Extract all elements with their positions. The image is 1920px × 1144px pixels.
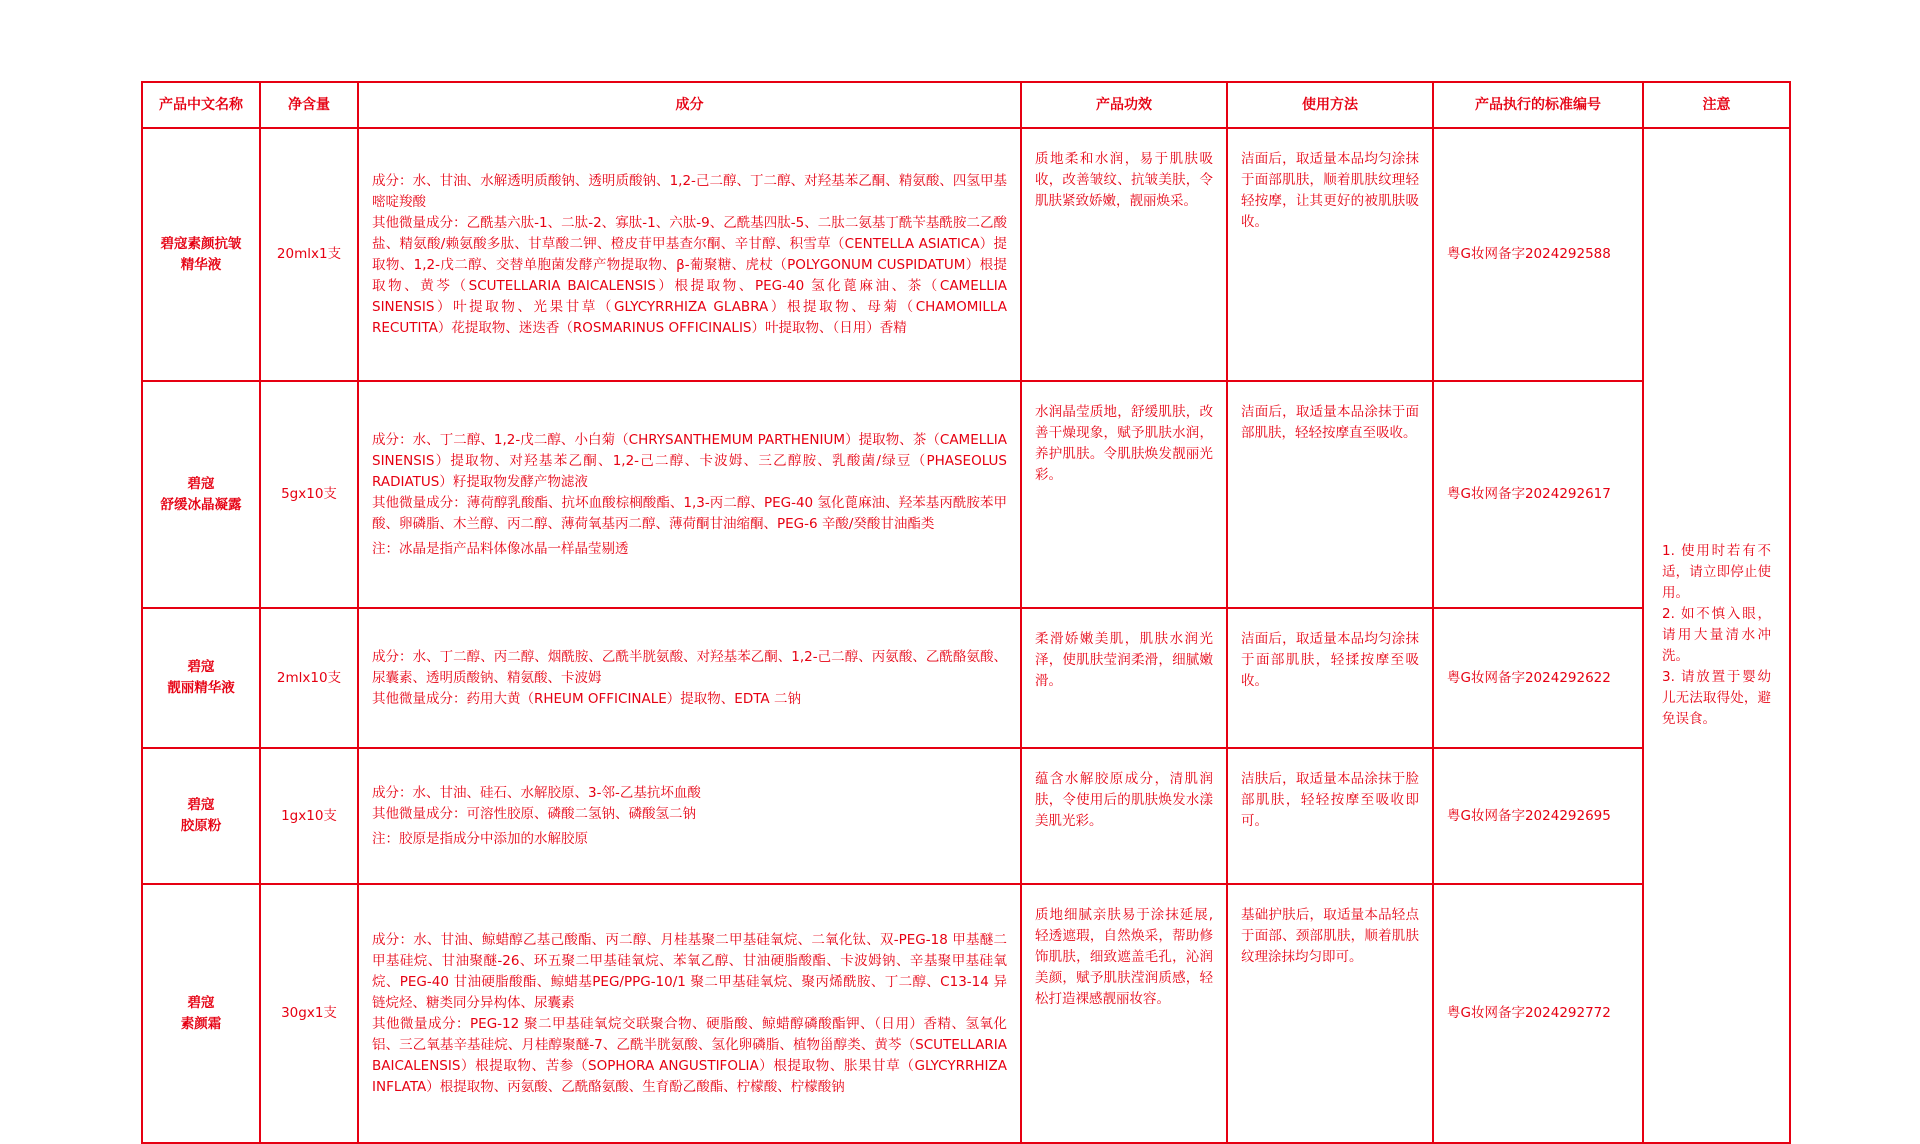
header-ingredients: 成分	[358, 82, 1021, 128]
function-cell: 蕴含水解胶原成分，清肌润肤，令使用后的肌肤焕发水漾美肌光彩。	[1021, 748, 1227, 884]
product-name-line: 胶原粉	[180, 818, 222, 834]
ingredients-cell	[358, 608, 1021, 748]
header-function: 产品功效	[1021, 82, 1227, 128]
net-content-cell: 5gx10支	[260, 381, 358, 608]
main-ingredients: 成分：水、甘油、鲸蜡醇乙基己酸酯、丙二醇、月桂基聚二甲基硅氧烷、二氧化钛、双-PEG-18 甲基醚二甲基硅烷、甘油聚醚-26、环五聚二甲基硅氧烷、苯氧乙醇、甘油硬脂酸酯、卡波姆钠、辛基聚甲基硅氧烷、PEG-40 甘油硬脂酸酯、鲸蜡基PEG/PPG-10/1 聚二甲基硅氧烷、聚丙烯酰胺、丁二醇、C13-14 异链烷烃、糖类同分异构体、尿囊素	[372, 931, 1007, 1011]
note-item: 2. 如不慎入眼，请用大量清水冲洗。	[1662, 606, 1771, 664]
net-content-cell: 30gx1支	[260, 884, 358, 1143]
standard-cell: 粤G妆网备字2024292617	[1433, 381, 1643, 608]
product-name-line: 碧寇	[187, 659, 215, 675]
ingredient-note: 注：冰晶是指产品料体像冰晶一样晶莹剔透	[372, 540, 629, 557]
net-content-cell: 1gx10支	[260, 748, 358, 884]
product-name-cell	[142, 381, 260, 608]
product-name-cell	[142, 748, 260, 884]
function-cell: 柔滑娇嫩美肌，肌肤水润光泽，使肌肤莹润柔滑，细腻嫩滑。	[1021, 608, 1227, 748]
ingredients-cell	[358, 884, 1021, 1143]
standard-cell: 粤G妆网备字2024292695	[1433, 748, 1643, 884]
ingredients-cell	[358, 748, 1021, 884]
standard-cell: 粤G妆网备字2024292622	[1433, 608, 1643, 748]
trace-ingredients: 其他微量成分：药用大黄（RHEUM OFFICINALE）提取物、EDTA 二钠	[372, 690, 801, 707]
product-name-line: 靓丽精华液	[167, 680, 235, 696]
table-row	[142, 608, 1790, 748]
function-cell: 质地柔和水润，易于肌肤吸收，改善皱纹、抗皱美肤，令肌肤紧致娇嫩，靓丽焕采。	[1021, 128, 1227, 381]
trace-ingredients: 其他微量成分：PEG-12 聚二甲基硅氧烷交联聚合物、硬脂酸、鲸蜡醇磷酸酯钾、（日用）香精、氢氧化铝、三乙氧基辛基硅烷、月桂醇聚醚-7、乙酰半胱氨酸、氢化卵磷脂、植物甾醇类、黄芩（SCUTELLARIA BAICALENSIS）根提取物、苦参（SOPHORA ANGUSTIFOLIA）根提取物、胀果甘草（GLYCYRRHIZA INFLATA）根提取物、丙氨酸、乙酰酪氨酸、生育酚乙酸酯、柠檬酸、柠檬酸钠	[372, 1015, 1007, 1095]
net-content-cell: 20mlx1支	[260, 128, 358, 381]
header-net-content: 净含量	[260, 82, 358, 128]
usage-cell: 洁肤后，取适量本品涂抹于脸部肌肤，轻轻按摩至吸收即可。	[1227, 748, 1433, 884]
usage-cell: 洁面后，取适量本品均匀涂抹于面部肌肤，顺着肌肤纹理轻轻按摩，让其更好的被肌肤吸收。	[1227, 128, 1433, 381]
standard-cell: 粤G妆网备字2024292772	[1433, 884, 1643, 1143]
header-standard: 产品执行的标准编号	[1433, 82, 1643, 128]
function-cell: 质地细腻亲肤易于涂抹延展,轻透遮瑕，自然焕采，帮助修饰肌肤，细致遮盖毛孔，沁润美颜，赋予肌肤滢润质感，轻松打造裸感靓丽妆容。	[1021, 884, 1227, 1143]
usage-cell: 洁面后，取适量本品涂抹于面部肌肤，轻轻按摩直至吸收。	[1227, 381, 1433, 608]
product-name-line: 碧寇	[187, 797, 215, 813]
trace-ingredients: 其他微量成分：可溶性胶原、磷酸二氢钠、磷酸氢二钠	[372, 805, 696, 822]
main-ingredients: 成分：水、甘油、硅石、水解胶原、3-邻-乙基抗坏血酸	[372, 784, 701, 801]
header-notes: 注意	[1643, 82, 1790, 128]
product-name-line: 碧寇素颜抗皱	[160, 235, 242, 252]
note-item: 1. 使用时若有不适，请立即停止使用。	[1662, 543, 1771, 601]
usage-cell: 基础护肤后，取适量本品轻点于面部、颈部肌肤，顺着肌肤纹理涂抹均匀即可。	[1227, 884, 1433, 1143]
trace-ingredients: 其他微量成分：薄荷醇乳酸酯、抗坏血酸棕榈酸酯、1,3-丙二醇、PEG-40 氢化蓖麻油、羟苯基丙酰胺苯甲酸、卵磷脂、木兰醇、丙二醇、薄荷氧基丙二醇、薄荷酮甘油缩酮、PEG-6 辛酸/癸酸甘油酯类	[372, 494, 1007, 532]
ingredient-note: 注：胶原是指成分中添加的水解胶原	[372, 830, 588, 847]
header-product-name: 产品中文名称	[142, 82, 260, 128]
table-row	[142, 884, 1790, 1143]
product-info-table	[141, 81, 1791, 1144]
trace-ingredients: 其他微量成分：乙酰基六肽-1、二肽-2、寡肽-1、六肽-9、乙酰基四肽-5、二肽二氨基丁酰苄基酰胺二乙酸盐、精氨酸/赖氨酸多肽、甘草酸二钾、橙皮苷甲基查尔酮、辛甘醇、积雪草（CENTELLA ASIATICA）提取物、1,2-戊二醇、交替单胞菌发酵产物提取物、β-葡聚糖、虎杖（POLYGONUM CUSPIDATUM）根提取物、黄芩（SCUTELLARIA BAICALENSIS）根提取物、PEG-40 氢化蓖麻油、茶（CAMELLIA SINENSIS）叶提取物、光果甘草（GLYCYRRHIZA GLABRA）根提取物、母菊（CHAMOMILLA RECUTITA）花提取物、迷迭香（ROSMARINUS OFFICINALIS）叶提取物、（日用）香精	[372, 214, 1007, 336]
product-name-line: 碧寇	[187, 994, 215, 1011]
main-ingredients: 成分：水、丁二醇、丙二醇、烟酰胺、乙酰半胱氨酸、对羟基苯乙酮、1,2-己二醇、丙氨酸、乙酰酪氨酸、尿囊素、透明质酸钠、精氨酸、卡波姆	[372, 648, 1007, 686]
product-name-cell	[142, 128, 260, 381]
product-name-line: 舒缓冰晶凝露	[160, 496, 242, 513]
table-row	[142, 381, 1790, 608]
main-ingredients: 成分：水、丁二醇、1,2-戊二醇、小白菊（CHRYSANTHEMUM PARTHENIUM）提取物、茶（CAMELLIA SINENSIS）提取物、对羟基苯乙酮、1,2-己二醇、卡波姆、三乙醇胺、乳酸菌/绿豆（PHASEOLUS RADIATUS）籽提取物发酵产物滤液	[372, 431, 1007, 490]
table-row	[142, 128, 1790, 381]
product-name-line: 精华液	[180, 256, 222, 273]
product-name-cell	[142, 608, 260, 748]
ingredients-cell	[358, 128, 1021, 381]
product-name-line: 素颜霜	[180, 1015, 222, 1032]
function-cell: 水润晶莹质地，舒缓肌肤，改善干燥现象，赋予肌肤水润，养护肌肤。令肌肤焕发靓丽光彩。	[1021, 381, 1227, 608]
notes-cell	[1643, 128, 1790, 1143]
table-header-row	[142, 82, 1790, 128]
net-content-cell: 2mlx10支	[260, 608, 358, 748]
table-row	[142, 748, 1790, 884]
product-name-line: 碧寇	[187, 475, 215, 492]
usage-cell: 洁面后，取适量本品均匀涂抹于面部肌肤，轻揉按摩至吸收。	[1227, 608, 1433, 748]
standard-cell: 粤G妆网备字2024292588	[1433, 128, 1643, 381]
ingredients-cell	[358, 381, 1021, 608]
product-name-cell	[142, 884, 260, 1143]
note-item: 3. 请放置于婴幼儿无法取得处，避免误食。	[1662, 669, 1771, 727]
header-usage: 使用方法	[1227, 82, 1433, 128]
main-ingredients: 成分：水、甘油、水解透明质酸钠、透明质酸钠、1,2-己二醇、丁二醇、对羟基苯乙酮、精氨酸、四氢甲基嘧啶羧酸	[372, 172, 1007, 210]
